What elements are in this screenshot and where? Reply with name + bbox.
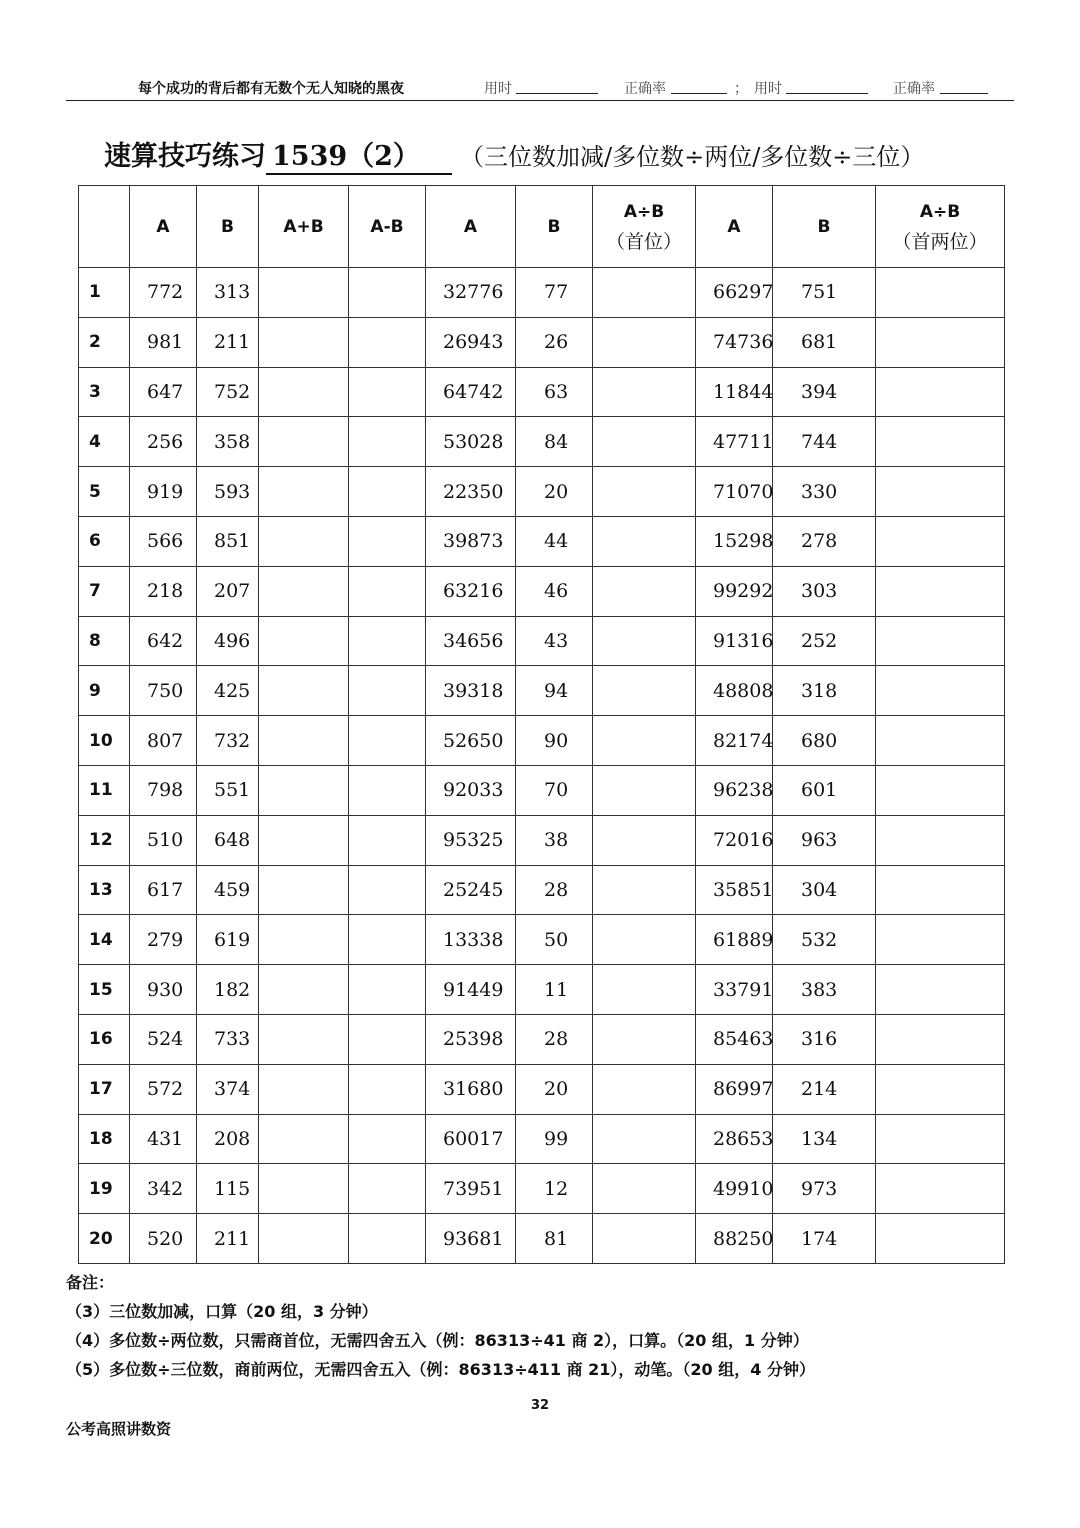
cell-a1: 510	[130, 815, 197, 865]
cell-b2: 28	[516, 865, 593, 915]
row-index: 6	[79, 516, 130, 566]
cell-a1: 798	[130, 765, 197, 815]
answer-sum-cell[interactable]	[259, 765, 349, 815]
cell-b3: 316	[773, 1014, 876, 1064]
cell-b3: 601	[773, 765, 876, 815]
cell-b1: 208	[197, 1114, 259, 1164]
table-row	[79, 1214, 1005, 1264]
cell-a1: 930	[130, 965, 197, 1015]
cell-a3: 48808	[696, 666, 773, 716]
cell-a3: 74736	[696, 317, 773, 367]
answer-div-first-digit-cell[interactable]	[593, 1014, 696, 1064]
cell-b1: 496	[197, 616, 259, 666]
cell-a1: 617	[130, 865, 197, 915]
cell-a3: 11844	[696, 367, 773, 417]
cell-b3: 681	[773, 317, 876, 367]
cell-a1: 772	[130, 268, 197, 318]
row-index: 4	[79, 417, 130, 467]
answer-sum-cell[interactable]	[259, 516, 349, 566]
answer-diff-cell[interactable]	[349, 516, 426, 566]
cell-b2: 46	[516, 566, 593, 616]
header-div-first-two-digits	[876, 186, 1005, 268]
cell-b2: 20	[516, 467, 593, 517]
answer-div-first-two-digits-cell[interactable]	[876, 765, 1005, 815]
cell-b2: 38	[516, 815, 593, 865]
cell-b3: 744	[773, 417, 876, 467]
cell-b1: 551	[197, 765, 259, 815]
cell-b3: 973	[773, 1164, 876, 1214]
cell-a2: 92033	[426, 765, 516, 815]
cell-a2: 25245	[426, 865, 516, 915]
cell-a2: 39873	[426, 516, 516, 566]
cell-a1: 342	[130, 1164, 197, 1214]
table-row	[79, 566, 1005, 616]
note-line-3: （3）三位数加减，口算（20 组，3 分钟）	[66, 1302, 378, 1321]
cell-b2: 99	[516, 1114, 593, 1164]
table-row	[79, 915, 1005, 965]
cell-b3: 303	[773, 566, 876, 616]
cell-b3: 751	[773, 268, 876, 318]
answer-div-first-digit-cell[interactable]	[593, 1214, 696, 1264]
cell-b3: 304	[773, 865, 876, 915]
answer-div-first-digit-cell[interactable]	[593, 765, 696, 815]
header-time-label-2: 用时	[754, 81, 782, 97]
cell-b2: 44	[516, 516, 593, 566]
cell-a1: 279	[130, 915, 197, 965]
answer-sum-cell[interactable]	[259, 317, 349, 367]
table-row	[79, 516, 1005, 566]
row-index: 3	[79, 367, 130, 417]
row-index: 19	[79, 1164, 130, 1214]
cell-b3: 252	[773, 616, 876, 666]
row-index: 12	[79, 815, 130, 865]
answer-sum-cell[interactable]	[259, 666, 349, 716]
cell-a3: 71070	[696, 467, 773, 517]
cell-a3: 15298	[696, 516, 773, 566]
answer-sum-cell[interactable]	[259, 1064, 349, 1114]
cell-a3: 91316	[696, 616, 773, 666]
row-index: 14	[79, 915, 130, 965]
answer-div-first-two-digits-cell[interactable]	[876, 467, 1005, 517]
footer-text: 公考高照讲数资	[66, 1420, 172, 1438]
cell-a3: 86997	[696, 1064, 773, 1114]
cell-b3: 532	[773, 915, 876, 965]
table-row	[79, 765, 1005, 815]
accuracy-blank-2[interactable]	[940, 93, 988, 94]
cell-b1: 752	[197, 367, 259, 417]
title-number: 1539（2）	[266, 134, 452, 175]
answer-div-first-two-digits-cell[interactable]	[876, 1164, 1005, 1214]
cell-b3: 680	[773, 716, 876, 766]
cell-a1: 981	[130, 317, 197, 367]
answer-diff-cell[interactable]	[349, 417, 426, 467]
cell-b1: 732	[197, 716, 259, 766]
table-row	[79, 865, 1005, 915]
cell-a2: 32776	[426, 268, 516, 318]
answer-div-first-digit-cell[interactable]	[593, 616, 696, 666]
answer-div-first-digit-cell[interactable]	[593, 865, 696, 915]
table-row	[79, 467, 1005, 517]
answer-diff-cell[interactable]	[349, 1164, 426, 1214]
cell-b2: 63	[516, 367, 593, 417]
answer-sum-cell[interactable]	[259, 417, 349, 467]
cell-a1: 647	[130, 367, 197, 417]
cell-a1: 572	[130, 1064, 197, 1114]
cell-a3: 72016	[696, 815, 773, 865]
answer-div-first-two-digits-cell[interactable]	[876, 417, 1005, 467]
cell-a3: 66297	[696, 268, 773, 318]
cell-a1: 256	[130, 417, 197, 467]
answer-sum-cell[interactable]	[259, 367, 349, 417]
cell-b3: 394	[773, 367, 876, 417]
answer-div-first-two-digits-cell[interactable]	[876, 566, 1005, 616]
table-row	[79, 1064, 1005, 1114]
row-index: 11	[79, 765, 130, 815]
answer-div-first-digit-cell[interactable]	[593, 317, 696, 367]
header-b3: B	[773, 186, 876, 268]
header-div1-top: A÷B	[623, 201, 665, 222]
row-index: 5	[79, 467, 130, 517]
cell-b1: 425	[197, 666, 259, 716]
answer-div-first-two-digits-cell[interactable]	[876, 516, 1005, 566]
header-div1-bottom: （首位）	[605, 230, 682, 253]
header-a2: A	[426, 186, 516, 268]
table-row	[79, 1014, 1005, 1064]
header-a3: A	[696, 186, 773, 268]
cell-a2: 63216	[426, 566, 516, 616]
answer-div-first-digit-cell[interactable]	[593, 1164, 696, 1214]
answer-sum-cell[interactable]	[259, 467, 349, 517]
cell-a2: 60017	[426, 1114, 516, 1164]
answer-div-first-two-digits-cell[interactable]	[876, 965, 1005, 1015]
answer-div-first-digit-cell[interactable]	[593, 1064, 696, 1114]
answer-div-first-digit-cell[interactable]	[593, 915, 696, 965]
cell-b1: 313	[197, 268, 259, 318]
answer-div-first-two-digits-cell[interactable]	[876, 1114, 1005, 1164]
cell-a1: 642	[130, 616, 197, 666]
page-number: 32	[530, 1398, 550, 1413]
note-line-4: （4）多位数÷两位数，只需商首位，无需四舍五入（例：86313÷41 商 2），口算。（20 组，1 分钟）	[66, 1331, 809, 1350]
answer-div-first-two-digits-cell[interactable]	[876, 1014, 1005, 1064]
cell-b3: 134	[773, 1114, 876, 1164]
answer-div-first-digit-cell[interactable]	[593, 1114, 696, 1164]
answer-sum-cell[interactable]	[259, 815, 349, 865]
cell-b2: 50	[516, 915, 593, 965]
cell-b1: 733	[197, 1014, 259, 1064]
answer-diff-cell[interactable]	[349, 666, 426, 716]
answer-sum-cell[interactable]	[259, 1114, 349, 1164]
cell-a2: 26943	[426, 317, 516, 367]
answer-sum-cell[interactable]	[259, 965, 349, 1015]
answer-div-first-digit-cell[interactable]	[593, 815, 696, 865]
cell-a3: 47711	[696, 417, 773, 467]
answer-sum-cell[interactable]	[259, 716, 349, 766]
cell-b2: 94	[516, 666, 593, 716]
cell-a3: 96238	[696, 765, 773, 815]
table-row	[79, 815, 1005, 865]
cell-a1: 919	[130, 467, 197, 517]
cell-a1: 520	[130, 1214, 197, 1264]
cell-b1: 115	[197, 1164, 259, 1214]
answer-diff-cell[interactable]	[349, 1114, 426, 1164]
answer-diff-cell[interactable]	[349, 367, 426, 417]
cell-a2: 25398	[426, 1014, 516, 1064]
cell-a3: 99292	[696, 566, 773, 616]
answer-div-first-digit-cell[interactable]	[593, 516, 696, 566]
header-motto: 每个成功的背后都有无数个无人知晓的黑夜	[138, 81, 404, 97]
header-div2-bottom: （首两位）	[892, 230, 988, 253]
cell-b2: 20	[516, 1064, 593, 1114]
cell-b3: 383	[773, 965, 876, 1015]
cell-a2: 73951	[426, 1164, 516, 1214]
cell-a2: 64742	[426, 367, 516, 417]
answer-div-first-two-digits-cell[interactable]	[876, 716, 1005, 766]
cell-a3: 85463	[696, 1014, 773, 1064]
cell-a2: 31680	[426, 1064, 516, 1114]
cell-b2: 81	[516, 1214, 593, 1264]
row-index: 2	[79, 317, 130, 367]
answer-div-first-digit-cell[interactable]	[593, 367, 696, 417]
answer-diff-cell[interactable]	[349, 765, 426, 815]
table-row	[79, 616, 1005, 666]
answer-sum-cell[interactable]	[259, 268, 349, 318]
table-row	[79, 417, 1005, 467]
row-index: 1	[79, 268, 130, 318]
cell-b2: 11	[516, 965, 593, 1015]
cell-b1: 593	[197, 467, 259, 517]
table-row	[79, 367, 1005, 417]
answer-div-first-two-digits-cell[interactable]	[876, 915, 1005, 965]
table-row	[79, 1164, 1005, 1214]
cell-b3: 174	[773, 1214, 876, 1264]
answer-diff-cell[interactable]	[349, 915, 426, 965]
answer-div-first-two-digits-cell[interactable]	[876, 865, 1005, 915]
cell-b1: 182	[197, 965, 259, 1015]
answer-diff-cell[interactable]	[349, 566, 426, 616]
cell-b3: 963	[773, 815, 876, 865]
answer-diff-cell[interactable]	[349, 616, 426, 666]
table-row	[79, 1114, 1005, 1164]
answer-div-first-two-digits-cell[interactable]	[876, 616, 1005, 666]
header-a1: A	[130, 186, 197, 268]
cell-a1: 807	[130, 716, 197, 766]
table-row	[79, 268, 1005, 318]
answer-div-first-digit-cell[interactable]	[593, 965, 696, 1015]
cell-a1: 566	[130, 516, 197, 566]
header-index	[79, 186, 130, 268]
cell-b2: 26	[516, 317, 593, 367]
cell-b3: 278	[773, 516, 876, 566]
exercise-table	[78, 185, 1005, 1264]
answer-div-first-digit-cell[interactable]	[593, 566, 696, 616]
answer-diff-cell[interactable]	[349, 815, 426, 865]
answer-sum-cell[interactable]	[259, 915, 349, 965]
cell-a3: 28653	[696, 1114, 773, 1164]
row-index: 15	[79, 965, 130, 1015]
cell-a2: 95325	[426, 815, 516, 865]
cell-a2: 39318	[426, 666, 516, 716]
cell-b1: 358	[197, 417, 259, 467]
row-index: 10	[79, 716, 130, 766]
answer-div-first-digit-cell[interactable]	[593, 716, 696, 766]
page-title	[104, 134, 924, 174]
answer-diff-cell[interactable]	[349, 1214, 426, 1264]
answer-sum-cell[interactable]	[259, 1164, 349, 1214]
answer-div-first-two-digits-cell[interactable]	[876, 367, 1005, 417]
cell-b1: 211	[197, 317, 259, 367]
header-accuracy-label-2: 正确率	[893, 81, 935, 97]
cell-b2: 12	[516, 1164, 593, 1214]
page-header	[66, 74, 1014, 101]
answer-div-first-two-digits-cell[interactable]	[876, 1064, 1005, 1114]
answer-sum-cell[interactable]	[259, 1014, 349, 1064]
answer-div-first-digit-cell[interactable]	[593, 417, 696, 467]
answer-diff-cell[interactable]	[349, 965, 426, 1015]
table-row	[79, 666, 1005, 716]
notes-label: 备注：	[66, 1273, 115, 1292]
table-row	[79, 317, 1005, 367]
answer-diff-cell[interactable]	[349, 1064, 426, 1114]
answer-sum-cell[interactable]	[259, 566, 349, 616]
header-separator: ；	[734, 81, 748, 97]
table-row	[79, 716, 1005, 766]
header-div-first-digit	[593, 186, 696, 268]
accuracy-blank-1[interactable]	[671, 93, 727, 94]
cell-a3: 49910	[696, 1164, 773, 1214]
answer-div-first-two-digits-cell[interactable]	[876, 317, 1005, 367]
cell-b2: 77	[516, 268, 593, 318]
header-sum: A+B	[259, 186, 349, 268]
header-b2: B	[516, 186, 593, 268]
cell-a2: 13338	[426, 915, 516, 965]
row-index: 18	[79, 1114, 130, 1164]
cell-a1: 750	[130, 666, 197, 716]
header-diff: A-B	[349, 186, 426, 268]
answer-div-first-two-digits-cell[interactable]	[876, 815, 1005, 865]
answer-diff-cell[interactable]	[349, 467, 426, 517]
cell-a3: 88250	[696, 1214, 773, 1264]
header-time-label-1: 用时	[484, 81, 512, 97]
cell-a2: 91449	[426, 965, 516, 1015]
answer-div-first-digit-cell[interactable]	[593, 666, 696, 716]
row-index: 13	[79, 865, 130, 915]
cell-b1: 207	[197, 566, 259, 616]
cell-b3: 330	[773, 467, 876, 517]
cell-a1: 218	[130, 566, 197, 616]
header-accuracy-label-1: 正确率	[624, 81, 666, 97]
row-index: 17	[79, 1064, 130, 1114]
row-index: 8	[79, 616, 130, 666]
answer-diff-cell[interactable]	[349, 865, 426, 915]
cell-b2: 84	[516, 417, 593, 467]
answer-sum-cell[interactable]	[259, 1214, 349, 1264]
cell-b1: 459	[197, 865, 259, 915]
cell-a2: 52650	[426, 716, 516, 766]
answer-diff-cell[interactable]	[349, 317, 426, 367]
answer-sum-cell[interactable]	[259, 616, 349, 666]
cell-b2: 28	[516, 1014, 593, 1064]
row-index: 7	[79, 566, 130, 616]
cell-b1: 211	[197, 1214, 259, 1264]
cell-b3: 318	[773, 666, 876, 716]
cell-b3: 214	[773, 1064, 876, 1114]
row-index: 9	[79, 666, 130, 716]
title-main: 速算技巧练习	[104, 141, 266, 172]
cell-b2: 90	[516, 716, 593, 766]
answer-div-first-two-digits-cell[interactable]	[876, 268, 1005, 318]
cell-a3: 35851	[696, 865, 773, 915]
answer-diff-cell[interactable]	[349, 1014, 426, 1064]
header-div2-top: A÷B	[919, 201, 961, 222]
title-subtitle: （三位数加减/多位数÷两位/多位数÷三位）	[460, 143, 925, 171]
answer-diff-cell[interactable]	[349, 268, 426, 318]
cell-b2: 70	[516, 765, 593, 815]
row-index: 16	[79, 1014, 130, 1064]
note-line-5: （5）多位数÷三位数，商前两位，无需四舍五入（例：86313÷411 商 21），动笔。（20 组，4 分钟）	[66, 1360, 815, 1379]
cell-a3: 82174	[696, 716, 773, 766]
cell-a2: 22350	[426, 467, 516, 517]
cell-a2: 53028	[426, 417, 516, 467]
answer-sum-cell[interactable]	[259, 865, 349, 915]
cell-a1: 524	[130, 1014, 197, 1064]
cell-a1: 431	[130, 1114, 197, 1164]
row-index: 20	[79, 1214, 130, 1264]
time-blank-1[interactable]	[516, 93, 598, 94]
answer-div-first-digit-cell[interactable]	[593, 268, 696, 318]
cell-a3: 61889	[696, 915, 773, 965]
cell-b1: 619	[197, 915, 259, 965]
time-blank-2[interactable]	[786, 93, 868, 94]
answer-div-first-digit-cell[interactable]	[593, 467, 696, 517]
cell-b1: 851	[197, 516, 259, 566]
cell-a3: 33791	[696, 965, 773, 1015]
cell-b2: 43	[516, 616, 593, 666]
answer-diff-cell[interactable]	[349, 716, 426, 766]
answer-div-first-two-digits-cell[interactable]	[876, 666, 1005, 716]
cell-b1: 648	[197, 815, 259, 865]
notes-section	[66, 1268, 815, 1384]
cell-a2: 34656	[426, 616, 516, 666]
header-b1: B	[197, 186, 259, 268]
answer-div-first-two-digits-cell[interactable]	[876, 1214, 1005, 1264]
cell-a2: 93681	[426, 1214, 516, 1264]
cell-b1: 374	[197, 1064, 259, 1114]
table-header-row	[79, 186, 1005, 268]
table-row	[79, 965, 1005, 1015]
